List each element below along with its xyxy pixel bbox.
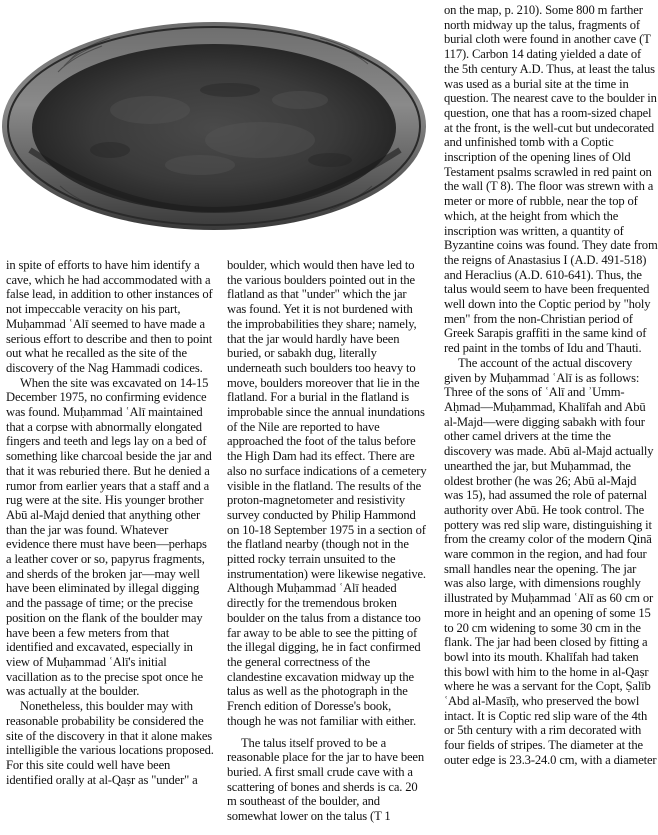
column1-paragraph-3: Nonetheless, this boulder may with reasonable probability be considered the site of the discovery in that it alone makes intelligible the various locations proposed. For this site could well have been identified orally at al-Qaṣr as "under" a (6, 699, 214, 787)
column1-paragraph-2: When the site was excavated on 14-15 December 1975, no confirming evidence was found. Muḥammad ʿAlī maintained that a corpse with abnormally elongated fingers and teeth and legs lay on a bed of something like charcoal beside the jar and that it was reburied there. But he denied a rumor from earlier years that a staff and a rug were at the site. His younger brother Abū al-Majd denied that anything other than the jar was found. Whatever evidence there must have been—perhaps a leather cover or so, papyrus fragments, and sherds of the broken jar—may well have been eliminated by illegal digging and the passage of time; or the precise position on the flank of the boulder may have been a few meters from that identified and excavated, especially in view of Muḥammad ʿAlī's initial vacillation as to the precise spot once he was actually at the boulder. (6, 375, 212, 699)
text-column-1 (6, 258, 214, 787)
text-column-2 (227, 258, 427, 824)
column1-paragraph-1: in spite of efforts to have him identify a cave, which he had accommodated with a false lead, in addition to other instances of not impeccable veracity on his part, Muḥammad ʿAlī seemed to have made a serious effort to describe and then to point out what he recalled as the site of the discovery of the Nag Hammadi codices. (6, 258, 213, 375)
column2-paragraph-1: boulder, which would then have led to the various boulders pointed out in the flatland as that "under" which the jar was found. Yet it is not burdened with the improbabilities they share; namely, that the jar would hardly have been buried, or sabakh dug, literally underneath such boulders too heavy to move, boulders moreover that lie in the flatland. For a burial in the flatland is improbable since the annual inundations of the Nile are reported to have approached the foot of the talus before the High Dam had its effect. There are also no surface indications of a cemetery visible in the flatland. The results of the proton-magnetometer and resistivity survey conducted by Philip Hammond on 10-18 September 1975 in a section of the flatland nearby (though not in the pitted rocky terrain unsuited to the instrumentation) were likewise negative. Although Muḥammad ʿAlī headed directly for the tremendous broken boulder on the talus from a distance too far away to be able to see the pitting of the illegal digging, he in fact confirmed the general correctness of the clandestine excavation midway up the talus as well as the photograph in the French edition of Doresse's book, though he was not familiar with either. (227, 258, 427, 728)
bowl-photograph-icon (0, 0, 432, 256)
text-column-3 (444, 3, 658, 768)
column3-paragraph-2: The account of the actual discovery given by Muḥammad ʿAlī is as follows: Three of the sons of ʿAlī and ʾUmm-Aḥmad—Muḥammad, Khalīfah and Abū al-Majd—were digging sabakh with four other camel drivers at the time the discovery was made. Abū al-Majd actually unearthed the jar, but Muḥammad, the oldest brother (he was 26; Abū al-Majd was 15), had assumed the role of paternal authority over Abū. He took control. The pottery was red slip ware, distinguishing it from the creamy color of the modern Qinā ware common in the region, and had four small handles near the opening. The jar was also large, with dimensions roughly illustrated by Muḥammad ʿAlī as 60 cm or more in height and an opening of some 15 to 20 cm widening to some 30 cm in the flank. The jar had been closed by fitting a bowl into its mouth. Khalīfah had taken this bowl with him to the home in al-Qaṣr where he was a servant for the Copt, Ṣalīb ʿAbd al-Masīḥ, who preserved the bowl intact. It is Coptic red slip ware of the 4th or 5th century with a rim decorated with four fields of stripes. The diameter at the outer edge is 23.3-24.0 cm, with a diameter (444, 355, 657, 767)
bowl-photo (0, 0, 432, 256)
column3-paragraph-1: on the map, p. 210). Some 800 m farther north midway up the talus, fragments of burial cloth were found in another cave (T 117). Carbon 14 dating yielded a date of the 5th century A.D. Thus, at least the talus was used as a burial site at the time in question. The nearest cave to the boulder in question, one that has a room-sized chapel at the front, is the well-cut but undecorated and unfinished tomb with a Coptic inscription of the opening lines of Old Testament psalms scrawled in red paint on the wall (T 8). The floor was strewn with a meter or more of rubble, near the top of which, at the height from which the inscription was written, a quantity of Byzantine coins was found. They date from the reigns of Anastasius I (A.D. 491-518) and Heraclius (A.D. 610-641). Thus, the talus would seem to have been frequented well down into the Coptic period by "holy men" from the non-Christian period of Greek Sarapis graffiti in the same kind of red paint in the tombs of Idu and Thauti. (444, 3, 658, 356)
column2-paragraph-2: The talus itself proved to be a reasonable place for the jar to have been buried. A first small crude cave with a scattering of bones and sherds is ca. 20 m southeast of the boulder, and somewhat lower on the talus (T 1 (227, 735, 424, 824)
